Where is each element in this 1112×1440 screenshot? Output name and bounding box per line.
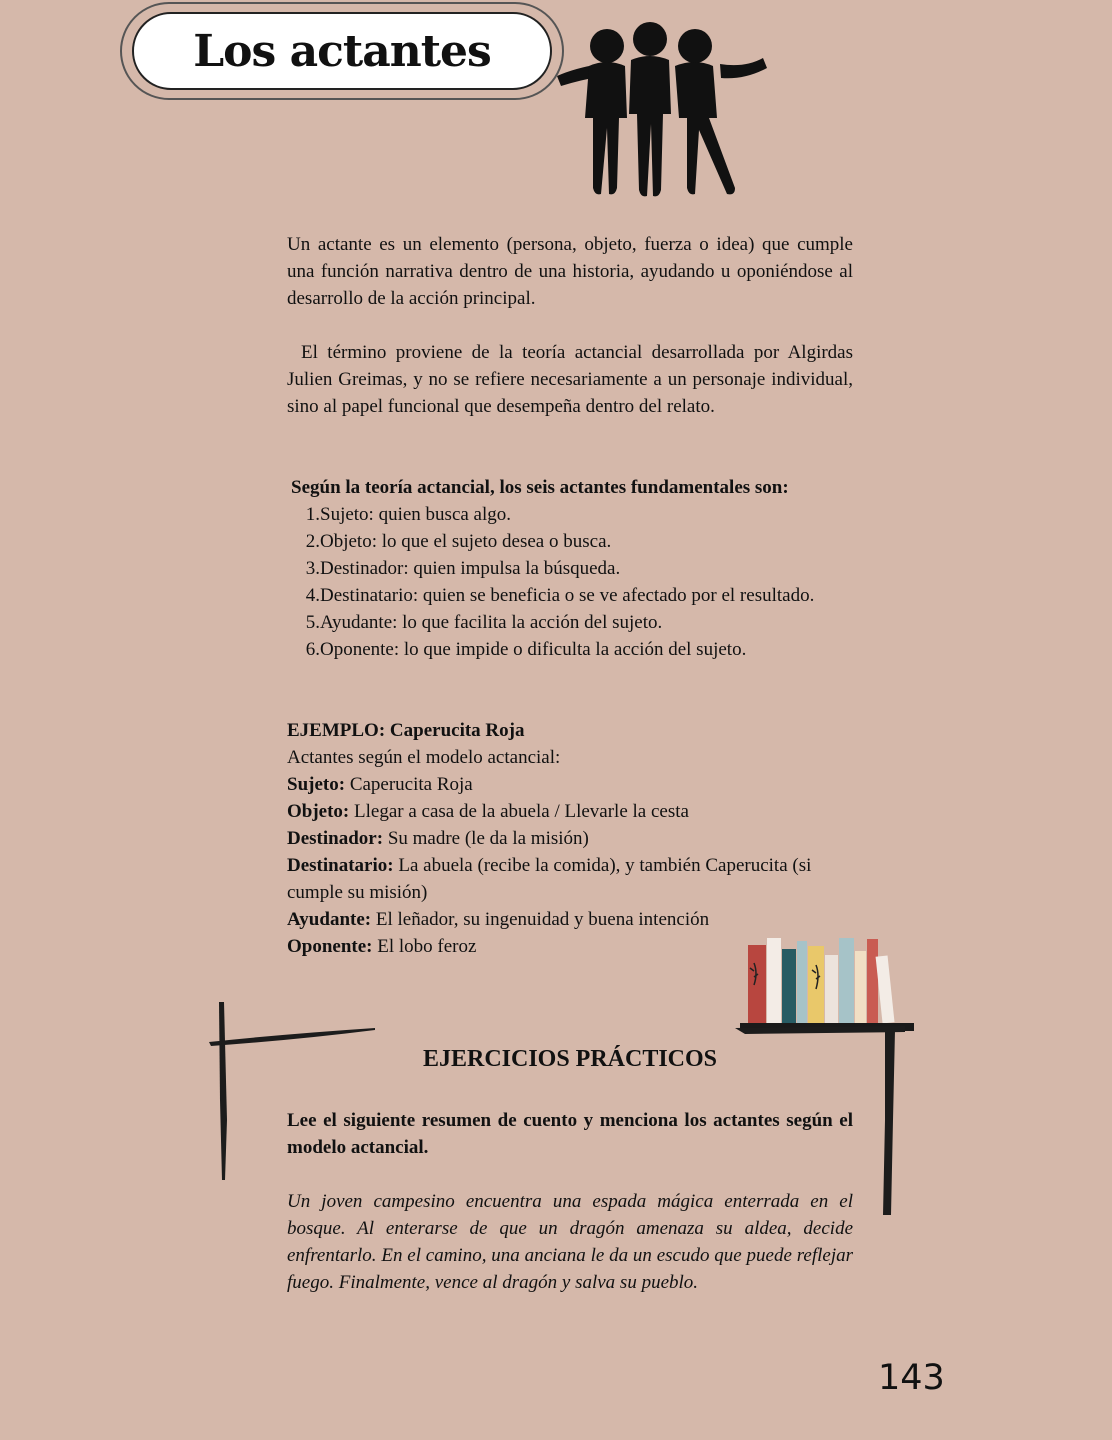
- example-value: La abuela (recibe la comida), y también Caperucita (si cumple su misión): [287, 855, 812, 903]
- list-item: [287, 582, 853, 609]
- actants-list: [287, 501, 853, 663]
- exercises-story: Un joven campesino encuentra una espada mágica enterrada en el bosque. Al enterarse de que un dragón amenaza su aldea, decide enfrentarlo. En el camino, una anciana le da un escudo que puede reflejar fuego. Finalmente, vence al dragón y salva su pueblo.: [287, 1191, 853, 1293]
- example-value: Llegar a casa de la abuela / Llevarle la cesta: [354, 801, 689, 822]
- exercises-title: EJERCICIOS PRÁCTICOS: [422, 1046, 718, 1072]
- example-heading: EJEMPLO: Caperucita Roja: [287, 720, 525, 741]
- list-number: 1.: [305, 504, 320, 525]
- example-label: Objeto:: [287, 801, 350, 822]
- list-number: 6.: [305, 639, 320, 660]
- example-row: [287, 906, 853, 933]
- list-text: Destinatario: quien se beneficia o se ve afectado por el resultado.: [320, 585, 815, 606]
- title-badge-inner: [132, 12, 552, 90]
- page-title: Los actantes: [193, 25, 491, 77]
- example-row: [287, 771, 853, 798]
- example-value: El lobo feroz: [377, 936, 477, 957]
- list-number: 4.: [305, 585, 320, 606]
- list-heading: Según la teoría actancial, los seis actantes fundamentales son:: [291, 477, 789, 498]
- example-section: [287, 717, 853, 960]
- example-value: Caperucita Roja: [349, 774, 473, 795]
- title-badge: [120, 2, 564, 100]
- page-number: 143: [878, 1358, 945, 1398]
- example-subheading: Actantes según el modelo actancial:: [287, 747, 561, 768]
- example-label: Destinatario:: [287, 855, 394, 876]
- group-people-icon: [545, 18, 775, 198]
- list-number: 2.: [305, 531, 320, 552]
- list-text: Destinador: quien impulsa la búsqueda.: [320, 558, 621, 579]
- list-item: [287, 609, 853, 636]
- example-label: Destinador:: [287, 828, 384, 849]
- example-label: Sujeto:: [287, 774, 346, 795]
- list-item: [287, 555, 853, 582]
- list-text: Objeto: lo que el sujeto desea o busca.: [320, 531, 612, 552]
- list-number: 3.: [305, 558, 320, 579]
- example-value: Su madre (le da la misión): [387, 828, 589, 849]
- list-item: [287, 636, 853, 663]
- exercises-instruction: Lee el siguiente resumen de cuento y menciona los actantes según el modelo actancial.: [287, 1110, 853, 1158]
- example-value: El leñador, su ingenuidad y buena intención: [375, 909, 710, 930]
- example-label: Ayudante:: [287, 909, 372, 930]
- intro-paragraph-1: Un actante es un elemento (persona, objeto, fuerza o idea) que cumple una función narrativa dentro de una historia, ayudando u oponiéndose al desarrollo de la acción principal.: [287, 234, 853, 309]
- list-item: [287, 528, 853, 555]
- list-text: Oponente: lo que impide o dificulta la acción del sujeto.: [320, 639, 747, 660]
- list-text: Sujeto: quien busca algo.: [320, 504, 512, 525]
- example-row: [287, 798, 853, 825]
- list-item: [287, 501, 853, 528]
- intro-section: [287, 231, 853, 312]
- intro-section-2: [287, 339, 853, 420]
- example-row: [287, 825, 853, 852]
- example-row: [287, 852, 853, 906]
- intro-paragraph-2: El término proviene de la teoría actancial desarrollada por Algirdas Julien Greimas, y no se refiere necesariamente a un personaje individual, sino al papel funcional que desempeña dentro del relato.: [287, 342, 853, 417]
- list-number: 5.: [305, 612, 320, 633]
- actants-list-section: [287, 474, 853, 663]
- list-text: Ayudante: lo que facilita la acción del sujeto.: [320, 612, 663, 633]
- example-label: Oponente:: [287, 936, 373, 957]
